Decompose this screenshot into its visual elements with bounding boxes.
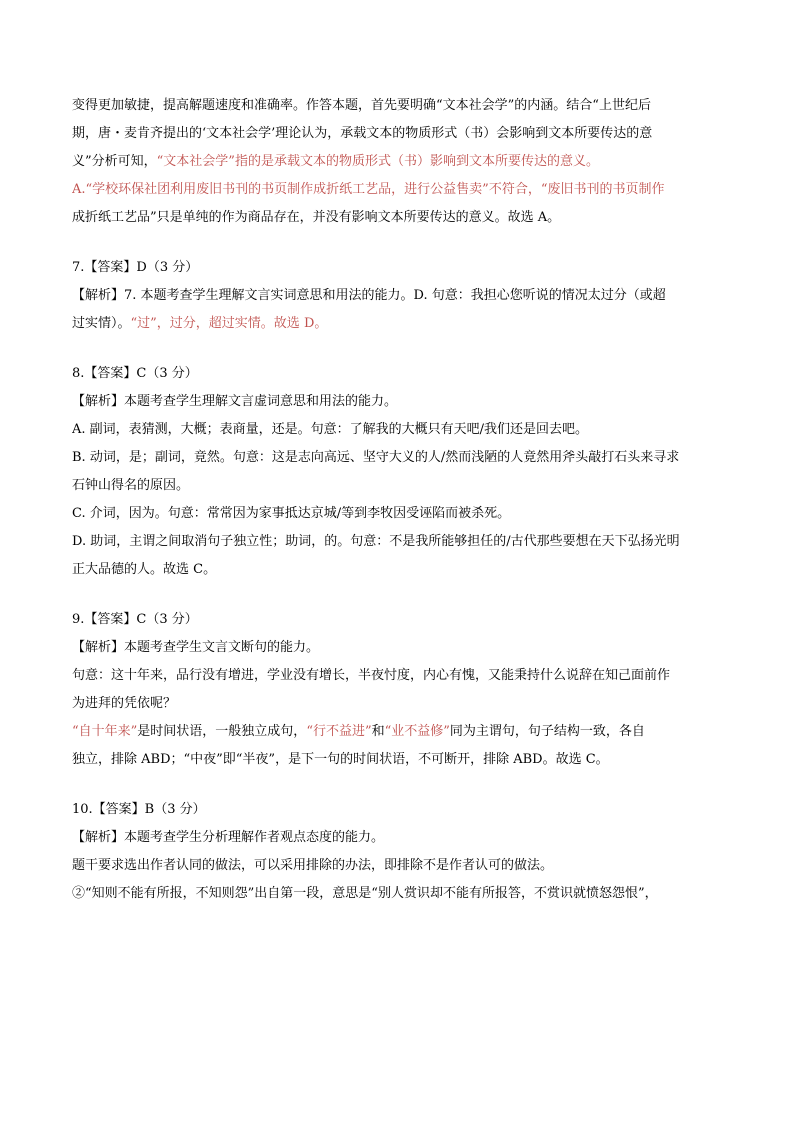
highlighted-text: “业不益修”	[384, 724, 450, 739]
text-span: 过实情）。	[72, 316, 131, 331]
text-line: C. 介词，因为。句意：常常因为家事抵达京城/等到李牧因受诬陷而被杀死。	[72, 506, 511, 521]
answer-heading: 9.【答案】C（3 分）	[72, 612, 198, 627]
text-line: 成折纸工艺品”只是单纯的作为商品存在，并没有影响文本所要传达的意义。故选 A。	[72, 210, 561, 225]
answer-heading: 10.【答案】B（3 分）	[72, 802, 206, 817]
text-line: 期，唐・麦肯齐提出的‘文本社会学’理论认为，承载文本的物质形式（书）会影响到文本所要传达的意	[72, 126, 653, 141]
answer-heading: 7.【答案】D（3 分）	[72, 260, 199, 275]
text-line: 【解析】本题考查学生文言文断句的能力。	[72, 640, 320, 655]
highlighted-text: “行不益进”	[306, 724, 372, 739]
highlighted-text: “过”，过分，超过实情。故选 D。	[130, 316, 328, 331]
text-line: B. 动词，是；副词，竟然。句意：这是志向高远、坚守大义的人/然而浅陋的人竟然用斧头敲打石头来寻求	[72, 450, 680, 465]
text-line: 为进拜的凭依呢？	[72, 696, 177, 711]
highlighted-text: “自十年来”	[72, 724, 138, 739]
question-8	[72, 360, 732, 584]
text-line: 石钟山得名的原因。	[72, 478, 190, 493]
intro-paragraph	[72, 92, 732, 232]
text-line: 变得更加敏捷，提高解题速度和准确率。作答本题，首先要明确“文本社会学”的内涵。结合“上世纪后	[72, 98, 651, 113]
text-line: 句意：这十年来，品行没有增进，学业没有增长，半夜忖度，内心有愧，又能秉持什么说辞在知己面前作	[72, 668, 671, 683]
text-line: ②“知则不能有所报，不知则怨”出自第一段，意思是“别人赏识却不能有所报答，不赏识就愤怒怨恨”，	[72, 886, 658, 901]
text-span: 是时间状语，一般独立成句，	[137, 724, 307, 739]
text-span: 和	[371, 724, 385, 739]
question-10	[72, 796, 732, 908]
spacer	[72, 584, 732, 606]
text-span: 同为主谓句，句子结构一致，各自	[449, 724, 645, 739]
question-7	[72, 254, 732, 338]
spacer	[72, 338, 732, 360]
highlighted-text: “废旧书刊的书页制作	[540, 182, 665, 197]
text-line	[72, 176, 732, 204]
highlighted-text: “文本社会学”指的是承载文本的物质形式（书）影响到文本所要传达的意义。	[156, 154, 599, 169]
text-span: 义”分析可知，	[72, 154, 157, 169]
text-line: 正大品德的人。故选 C。	[72, 562, 217, 577]
spacer	[72, 774, 732, 796]
text-line: 【解析】本题考查学生理解文言虚词意思和用法的能力。	[72, 394, 398, 409]
text-line	[72, 148, 732, 176]
text-line	[72, 718, 732, 746]
text-line	[72, 310, 732, 338]
text-line: D. 助词，主谓之间取消句子独立性；助词，的。句意：不是我所能够担任的/古代那些要想在天下弘扬光明	[72, 534, 680, 549]
text-line: A. 副词，表猜测，大概；表商量，还是。句意：了解我的大概只有天吧/我们还是回去吧。	[72, 422, 589, 437]
text-line: 【解析】本题考查学生分析理解作者观点态度的能力。	[72, 830, 385, 845]
answer-heading: 8.【答案】C（3 分）	[72, 366, 198, 381]
highlighted-text: A.“学校环保社团利用废旧书刊的书页制作成折纸工艺品，进行公益售卖”不符合，	[72, 182, 541, 197]
answer-explanations	[72, 92, 732, 908]
text-line: 独立，排除 ABD；“中夜”即“半夜”，是下一句的时间状语，不可断开，排除 ABD。故选 C。	[72, 752, 609, 767]
text-line: 【解析】7. 本题考查学生理解文言实词意思和用法的能力。D. 句意：我担心您听说的情况太过分（或超	[72, 288, 666, 303]
spacer	[72, 232, 732, 254]
question-9	[72, 606, 732, 774]
text-line: 题干要求选出作者认同的做法，可以采用排除的办法，即排除不是作者认可的做法。	[72, 858, 554, 873]
